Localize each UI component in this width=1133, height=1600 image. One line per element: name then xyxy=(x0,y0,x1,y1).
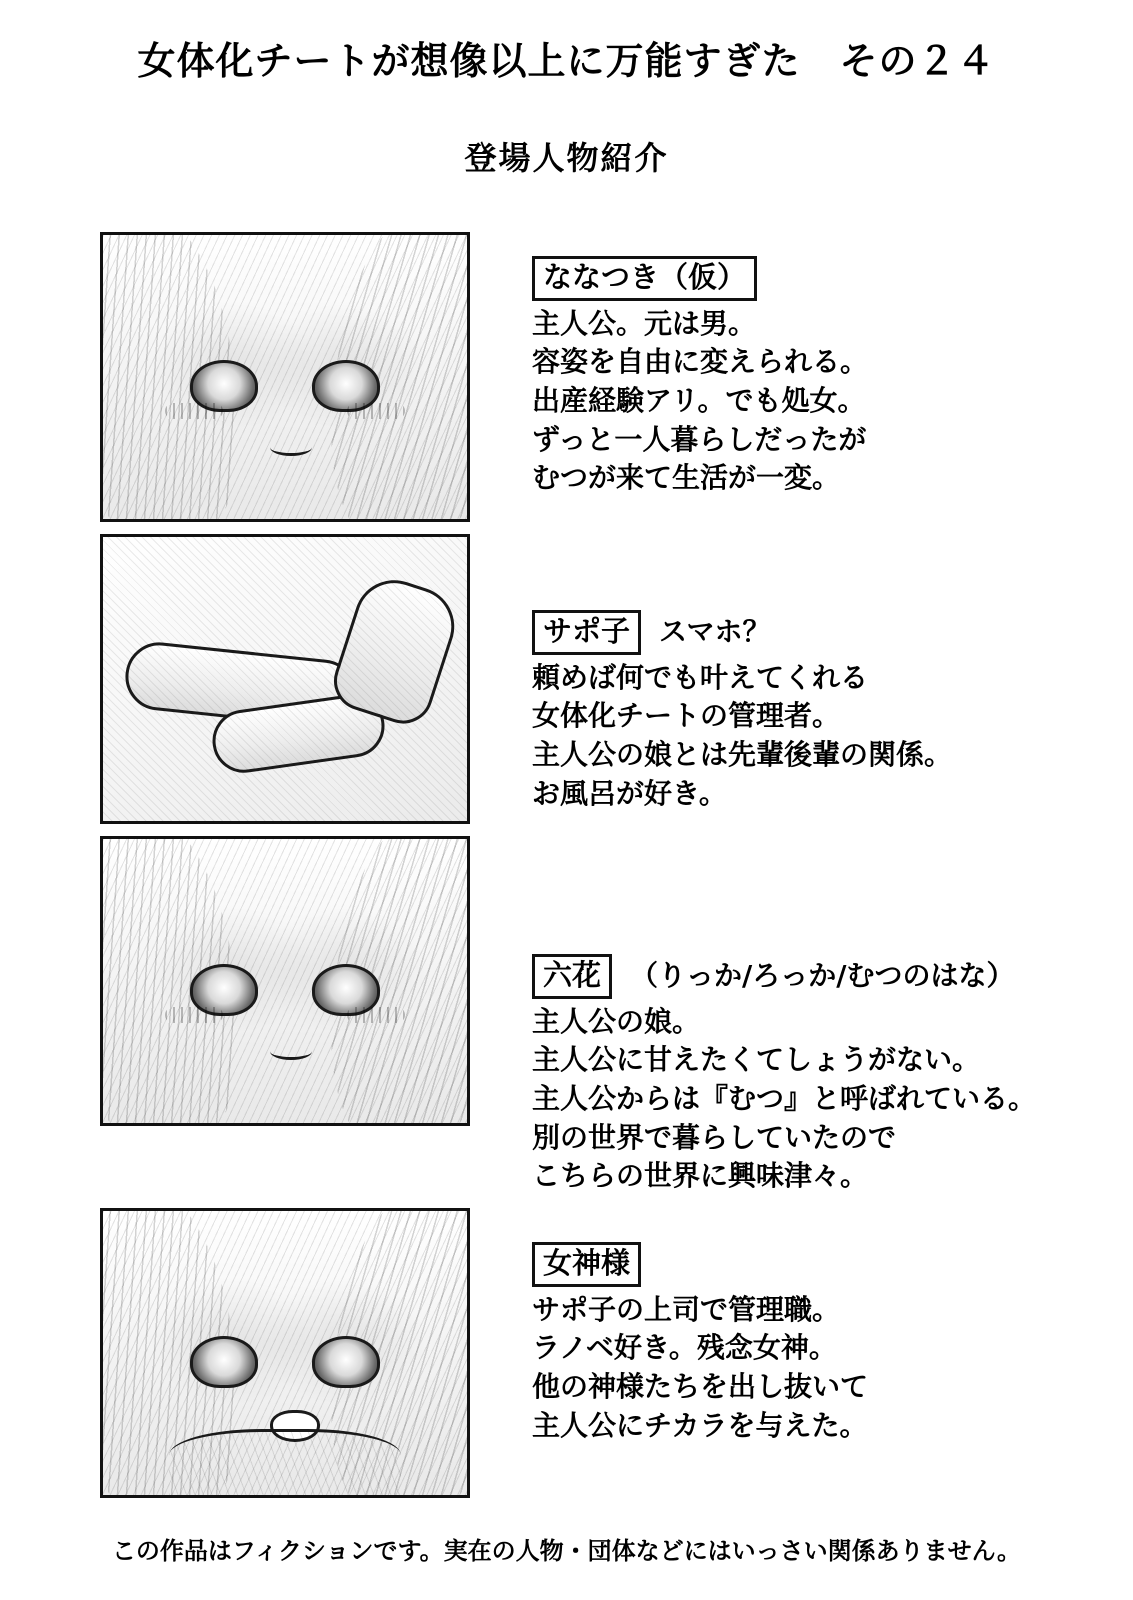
section-heading: 登場人物紹介 xyxy=(464,139,669,177)
character-line: 容姿を自由に変えられる。 xyxy=(532,345,869,379)
character-description xyxy=(532,1208,1133,1445)
blush-icon xyxy=(347,1007,405,1023)
list-item xyxy=(0,534,1133,824)
character-name: ななつき（仮） xyxy=(532,256,757,301)
character-line: 主人公の娘とは先輩後輩の関係。 xyxy=(532,738,953,772)
character-line: 頼めば何でも叶えてくれる xyxy=(532,660,869,694)
character-line: ラノベ好き。残念女神。 xyxy=(532,1331,837,1365)
blush-icon xyxy=(347,403,405,419)
character-name-row xyxy=(532,256,1133,301)
character-line: 主人公からは『むつ』と呼ばれている。 xyxy=(532,1082,1037,1116)
character-portrait-nanatsuki xyxy=(100,232,470,522)
portrait-art xyxy=(103,839,467,1123)
character-line: むつが来て生活が一変。 xyxy=(532,461,841,495)
list-item xyxy=(0,836,1133,1196)
character-line: こちらの世界に興味津々。 xyxy=(532,1159,869,1193)
character-name-row xyxy=(532,954,1133,999)
character-name-row xyxy=(532,610,1133,655)
eye-icon xyxy=(312,1336,380,1388)
portrait-art xyxy=(103,235,467,519)
character-name: サポ子 xyxy=(532,610,641,655)
character-line: 主人公。元は男。 xyxy=(532,306,757,340)
eye-icon xyxy=(190,1336,258,1388)
character-line: サポ子の上司で管理職。 xyxy=(532,1292,841,1326)
character-line: 別の世界で暮らしていたので xyxy=(532,1120,897,1154)
character-portrait-sapoko xyxy=(100,534,470,824)
character-name-row xyxy=(532,1242,1133,1287)
character-lines xyxy=(532,305,1133,498)
character-lines xyxy=(532,1003,1133,1196)
character-line: 主人公の娘。 xyxy=(532,1004,701,1038)
disclaimer-text: この作品はフィクションです。実在の人物・団体などにはいっさい関係ありません。 xyxy=(111,1537,1022,1565)
character-line: 女体化チートの管理者。 xyxy=(532,699,841,733)
character-description xyxy=(532,836,1133,1196)
character-list xyxy=(0,232,1133,1510)
character-portrait-rikka xyxy=(100,836,470,1126)
list-item xyxy=(0,1208,1133,1498)
screentone-overlay xyxy=(103,537,467,821)
character-line: ずっと一人暮らしだったが xyxy=(532,422,867,456)
character-lines xyxy=(532,1291,1133,1446)
character-name: 女神様 xyxy=(532,1242,641,1287)
blush-icon xyxy=(165,1007,223,1023)
character-line: 主人公に甘えたくてしょうがない。 xyxy=(532,1043,981,1077)
clothing-icon xyxy=(169,1429,402,1494)
page-title: 女体化チートが想像以上に万能すぎた その２４ xyxy=(137,39,996,83)
character-lines xyxy=(532,659,1133,814)
portrait-art xyxy=(103,1211,467,1495)
character-line: 出産経験アリ。でも処女。 xyxy=(532,384,866,418)
character-description xyxy=(532,534,1133,813)
character-alias: スマホ？ xyxy=(659,615,771,648)
character-alias: （りっか/ろっか/むつのはな） xyxy=(630,959,1015,992)
character-line: お風呂が好き。 xyxy=(532,776,727,810)
character-portrait-megamisama xyxy=(100,1208,470,1498)
character-description xyxy=(532,232,1133,498)
list-item xyxy=(0,232,1133,522)
mouth-icon xyxy=(270,439,312,456)
character-line: 他の神様たちを出し抜いて xyxy=(532,1369,869,1403)
blush-icon xyxy=(165,403,223,419)
portrait-art xyxy=(103,537,467,821)
character-line: 主人公にチカラを与えた。 xyxy=(532,1408,868,1442)
mouth-icon xyxy=(270,1043,312,1060)
character-name: 六花 xyxy=(532,954,612,999)
